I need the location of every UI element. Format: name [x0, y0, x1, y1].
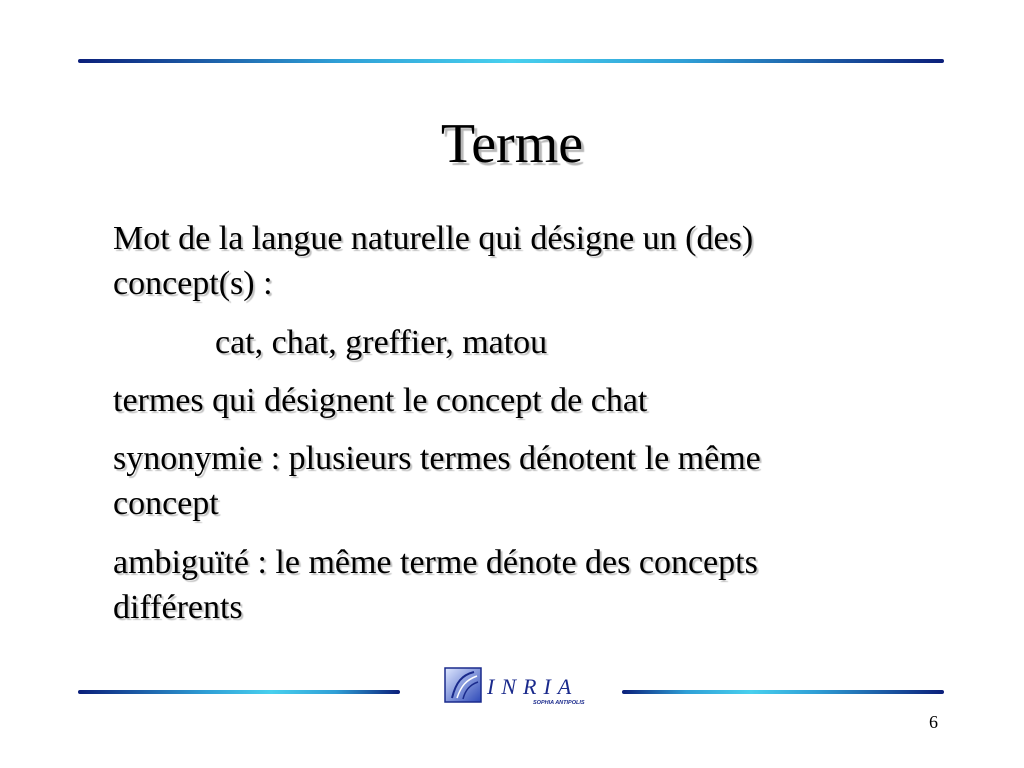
concept-line: termes qui désignent le concept de chat	[113, 382, 648, 419]
synonymy-line-1: synonymie : plusieurs termes dénotent le même	[113, 440, 761, 477]
logo-subtitle: SOPHIA ANTIPOLIS	[533, 700, 585, 706]
bottom-left-rule	[78, 690, 400, 694]
slide-title: Terme	[440, 113, 584, 175]
bottom-right-rule	[622, 690, 944, 694]
ambiguity-line-1: ambiguïté : le même terme dénote des concepts	[113, 544, 758, 581]
page-number: 6	[929, 712, 938, 732]
synonymy-line-2: concept	[113, 485, 219, 522]
synonymy-paragraph	[113, 436, 903, 526]
ambiguity-line-2: différents	[113, 589, 243, 626]
inria-logo	[444, 664, 604, 710]
top-rule	[78, 59, 944, 63]
definition-line-1: Mot de la langue naturelle qui désigne un (des)	[113, 220, 754, 257]
ambiguity-paragraph	[113, 540, 903, 630]
concept-paragraph	[113, 378, 903, 423]
definition-line-2: concept(s) :	[113, 265, 273, 302]
definition-paragraph	[113, 216, 903, 306]
logo-name: INRIA	[487, 674, 579, 699]
examples-line: cat, chat, greffier, matou	[215, 324, 548, 361]
examples-paragraph	[215, 320, 1005, 365]
